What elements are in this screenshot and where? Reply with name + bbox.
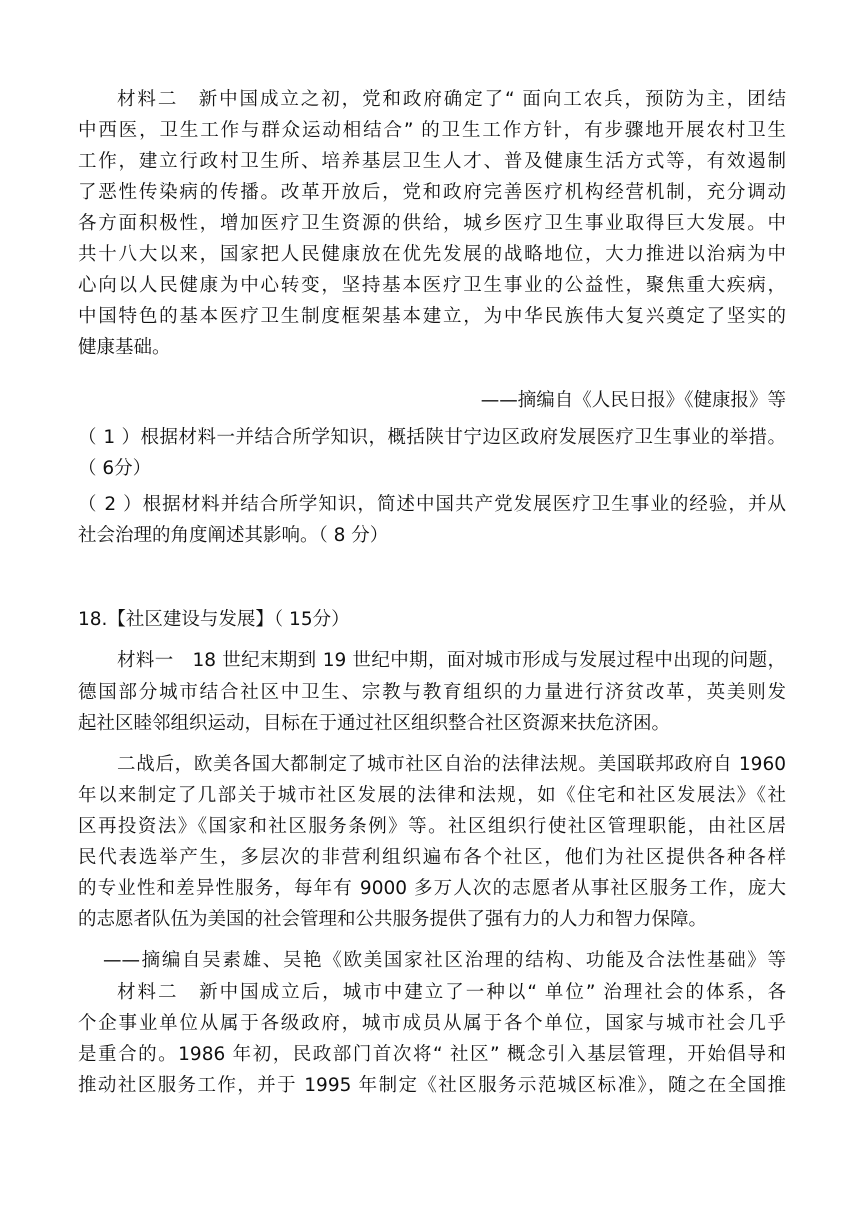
paragraph-line: 推动社区服务工作，并于 1995 年制定《社区服务示范城区标准》，随之在全国推	[78, 1075, 786, 1096]
source-citation: ——摘编自《人民日报》《健康报》等	[480, 390, 786, 411]
paragraph-line: 的志愿者队伍为美国的社会管理和公共服务提供了强有力的人力和智力保障。	[78, 909, 708, 930]
paragraph-line: 共十八大以来，国家把人民健康放在优先发展的战略地位，大力推进以治病为中	[78, 244, 786, 265]
question-line: （ 1 ）根据材料一并结合所学知识，概括陕甘宁边区政府发展医疗卫生事业的举措。	[78, 427, 786, 448]
source-citation: ——摘编自吴素雄、吴艳《欧美国家社区治理的结构、功能及合法性基础》等	[103, 950, 786, 971]
paragraph-line: 年以来制定了几部关于城市社区发展的法律和法规，如《住宅和社区发展法》《社	[78, 785, 786, 806]
paragraph-line: 各方面积极性，增加医疗卫生资源的供给，城乡医疗卫生事业取得巨大发展。中	[78, 213, 786, 234]
paragraph-line: 工作，建立行政村卫生所、培养基层卫生人才、普及健康生活方式等，有效遏制	[78, 151, 786, 172]
paragraph-line: 心向以人民健康为中心转变，坚持基本医疗卫生事业的公益性，聚焦重大疾病，	[78, 275, 786, 296]
paragraph-line: 健康基础。	[78, 337, 171, 358]
paragraph-line: 是重合的。1986 年初，民政部门首次将“ 社区” 概念引入基层管理，开始倡导和	[78, 1044, 786, 1065]
question-line: （ 6分）	[78, 458, 152, 479]
paragraph-line: 区再投资法》《国家和社区服务条例》等。社区组织行使社区管理职能，由社区居	[78, 816, 786, 837]
paragraph-line: 德国部分城市结合社区中卫生、宗教与教育组织的力量进行济贫改革，英美则发	[78, 682, 786, 703]
paragraph-line: 起社区睦邻组织运动，目标在于通过社区组织整合社区资源来扶危济困。	[78, 713, 671, 734]
paragraph-line: 的专业性和差异性服务，每年有 9000 多万人次的志愿者从事社区服务工作，庞大	[78, 878, 786, 899]
paragraph-line: 中国特色的基本医疗卫生制度框架基本建立，为中华民族伟大复兴奠定了坚实的	[78, 306, 786, 327]
paragraph-line: 了恶性传染病的传播。改革开放后，党和政府完善医疗机构经营机制，充分调动	[78, 182, 786, 203]
paragraph-line: 民代表选举产生，多层次的非营利组织遍布各个社区，他们为社区提供各种各样	[78, 847, 786, 868]
paragraph-line: 材料一 18 世纪末期到 19 世纪中期，面对城市形成与发展过程中出现的问题，	[117, 650, 786, 671]
paragraph-line: 材料二 新中国成立后，城市中建立了一种以“ 单位” 治理社会的体系，各	[117, 982, 786, 1003]
section-heading: 18.【社区建设与发展】（ 15分）	[78, 609, 350, 630]
paragraph-line: 中西医，卫生工作与群众运动相结合” 的卫生工作方针，有步骤地开展农村卫生	[78, 120, 786, 141]
question-line: 社会治理的角度阐述其影响。（ 8 分）	[78, 525, 389, 546]
paragraph-line: 材料二 新中国成立之初，党和政府确定了“ 面向工农兵，预防为主，团结	[117, 89, 786, 110]
paragraph-line: 二战后，欧美各国大都制定了城市社区自治的法律法规。美国联邦政府自 1960	[117, 754, 786, 775]
paragraph-line: 个企事业单位从属于各级政府，城市成员从属于各个单位，国家与城市社会几乎	[78, 1013, 786, 1034]
question-line: （ 2 ）根据材料并结合所学知识，简述中国共产党发展医疗卫生事业的经验，并从	[78, 494, 786, 515]
